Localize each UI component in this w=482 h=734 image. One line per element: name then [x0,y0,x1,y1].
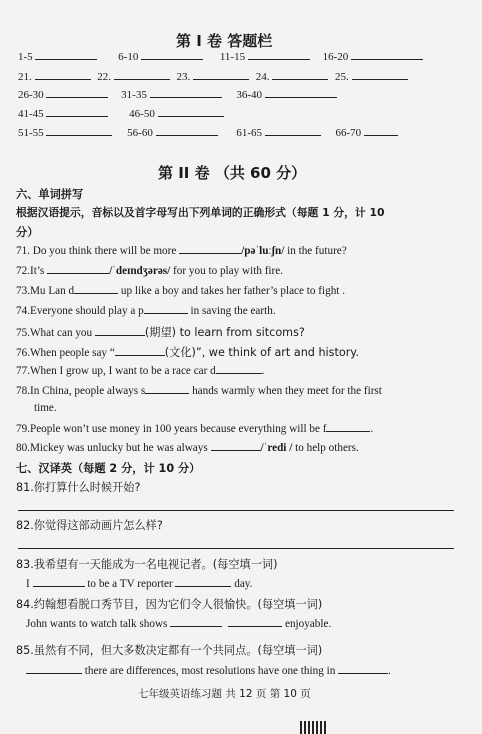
answer-blank[interactable] [179,244,241,254]
question-78-cont: time. [34,402,57,414]
question-84 [26,617,331,630]
question-text: 72.It’s [16,265,48,277]
question-74 [16,304,276,317]
question-text: (文化)”, we think of art and history. [164,346,359,359]
question-text: enjoyable. [282,618,332,630]
answer-blank[interactable] [46,126,112,136]
answer-blank[interactable] [248,50,310,60]
question-71 [16,244,347,257]
answer-blank[interactable] [272,70,328,80]
answer-grid-row-3 [18,88,337,101]
part1-title: 第 I 卷 答题栏 [176,32,273,50]
answer-grid-row-1 [18,50,423,63]
answer-grid-row-4 [18,107,224,120]
grid-label: 22. [97,71,111,83]
answer-blank[interactable] [211,441,261,451]
answer-blank[interactable] [74,284,118,294]
grid-label: 23. [176,71,191,83]
answer-blank[interactable] [338,664,388,674]
question-text: . [370,423,374,435]
question-text: 77.When I grow up, I want to be a race car d [16,365,216,377]
answer-blank[interactable] [228,617,282,627]
answer-blank[interactable] [46,88,108,98]
question-77 [16,364,265,377]
question-text: 74.Everyone should play a p [16,305,144,317]
answer-blank[interactable] [364,126,398,136]
question-text: in saving the earth. [187,305,276,317]
question-text: 75.What can you [16,327,95,339]
grid-label: 36-40 [236,89,263,101]
section6-instruction: 根据汉语提示，音标以及首字母写出下列单词的正确形式（每题 1 分，计 10 [16,206,385,219]
answer-blank[interactable] [141,50,203,60]
question-text: in the future? [284,245,347,257]
answer-blank[interactable] [35,70,91,80]
question-text: to help others. [292,442,359,454]
answer-line-82[interactable] [18,548,454,549]
page-footer: 七年级英语练习题 共 12 页 第 10 页 [138,688,311,700]
question-text: up like a boy and takes her father’s place to fight . [118,285,345,297]
question-text: I [26,578,33,590]
question-text: for you to play with fire. [170,265,284,277]
question-79 [16,422,373,435]
grid-label: 1-5 [18,51,33,63]
question-83-prompt: 83.我希望有一天能成为一名电视记者。(每空填一词) [16,558,278,571]
grid-label: 46-50 [129,108,155,120]
question-83 [26,577,252,590]
phonetic-hint: /pəˈluːʃn/ [241,245,285,257]
question-text: there are differences, most resolutions have one thing in [82,665,339,677]
question-81: 81.你打算什么时候开始? [16,481,141,494]
question-84-prompt: 84.约翰想看脱口秀节目，因为它们令人很愉快。(每空填一词) [16,598,323,611]
answer-grid-row-5 [18,126,398,139]
question-text: (期望) to learn from sitcoms? [144,326,305,339]
grid-label: 24. [255,71,270,83]
question-text: 79.People won’t use money in 100 years because everything will be f [16,423,327,435]
question-73 [16,284,345,297]
answer-blank[interactable] [156,126,218,136]
question-76 [16,344,359,360]
answer-blank[interactable] [35,50,97,60]
answer-blank[interactable] [158,107,224,117]
answer-blank[interactable] [175,577,231,587]
answer-blank[interactable] [145,384,189,394]
answer-blank[interactable] [115,346,165,356]
question-85 [26,664,391,677]
question-text: to be a TV reporter [84,578,176,590]
grid-label: 41-45 [18,108,44,120]
grid-label: 56-60 [127,127,153,139]
section6-instruction-cont: 分） [16,226,39,239]
section7-heading: 七、汉译英（每题 2 分，计 10 分） [16,462,201,475]
phonetic-hint: /ˈdeɪndʒərəs/ [109,265,171,277]
answer-blank[interactable] [95,326,145,336]
answer-blank[interactable] [216,364,262,374]
answer-line-81[interactable] [18,510,454,511]
qr-code-icon [300,721,328,734]
grid-label: 21. [18,71,32,83]
answer-blank[interactable] [26,664,82,674]
answer-blank[interactable] [265,88,337,98]
answer-blank[interactable] [47,264,109,274]
question-text: day. [231,578,253,590]
phonetic-hint: /ˈredi / [260,442,293,454]
answer-blank[interactable] [150,88,222,98]
grid-label: 66-70 [335,127,362,139]
grid-label: 51-55 [18,127,44,139]
question-text: . [388,665,391,677]
question-78 [16,384,382,397]
answer-blank[interactable] [326,422,370,432]
question-72 [16,264,283,277]
answer-blank[interactable] [351,50,423,60]
answer-blank[interactable] [144,304,188,314]
part2-title: 第 II 卷 （共 60 分） [158,164,307,182]
answer-blank[interactable] [265,126,321,136]
section6-heading: 六、单词拼写 [16,188,84,201]
question-text: 80.Mickey was unlucky but he was always [16,442,211,454]
answer-blank[interactable] [46,107,108,117]
grid-label: 25. [335,71,349,83]
question-text: John wants to watch talk shows [26,618,171,630]
question-85-prompt: 85.虽然有不同，但大多数决定都有一个共同点。(每空填一词) [16,644,323,657]
question-text: 71. Do you think there will be more [16,245,180,257]
question-75 [16,324,305,340]
answer-blank[interactable] [170,617,222,627]
question-text: 76.When people say “ [16,347,115,359]
answer-blank[interactable] [352,70,408,80]
question-82: 82.你觉得这部动画片怎么样? [16,519,163,532]
grid-label: 16-20 [322,51,349,63]
grid-label: 26-30 [18,89,44,101]
question-80 [16,441,359,454]
answer-blank[interactable] [33,577,85,587]
grid-label: 6-10 [118,51,139,63]
grid-label: 31-35 [121,89,147,101]
question-text: hands warmly when they meet for the first [189,385,382,397]
answer-grid-row-2 [18,70,408,83]
question-text: 73.Mu Lan d [16,285,75,297]
answer-blank[interactable] [114,70,170,80]
grid-label: 11-15 [219,51,246,63]
question-text: . [261,365,265,377]
question-text: 78.In China, people always s [16,385,146,397]
answer-blank[interactable] [193,70,249,80]
grid-label: 61-65 [236,127,263,139]
